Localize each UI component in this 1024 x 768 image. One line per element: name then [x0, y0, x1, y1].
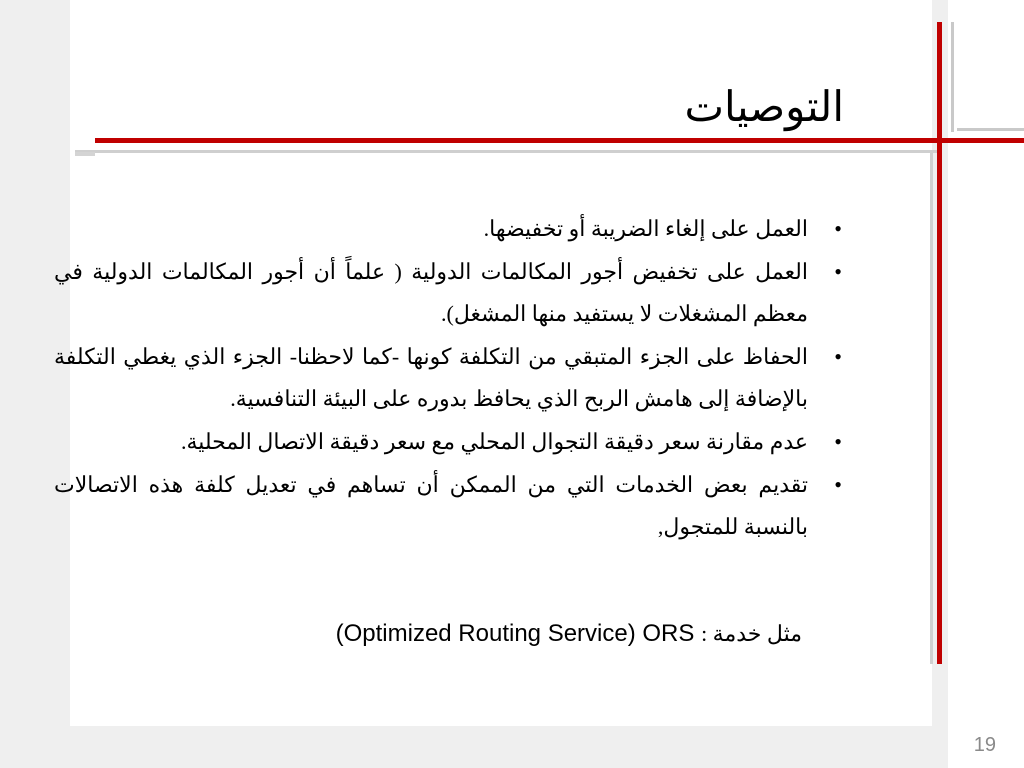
page-number: 19: [973, 734, 996, 756]
frame-line-red: [937, 22, 942, 664]
example-service-line: [336, 620, 802, 648]
list-item-text: عدم مقارنة سعر دقيقة التجوال المحلي مع سعر دقيقة الاتصال المحلية.: [180, 429, 808, 454]
bullet-list-container: [54, 208, 844, 549]
frame-line: [75, 152, 95, 156]
list-item-text: العمل على تخفيض أجور المكالمات الدولية ( علماً أن أجور المكالمات الدولية في معظم المشغلات لا يستفيد منها المشغل).: [54, 259, 808, 326]
example-prefix: مثل خدمة :: [701, 621, 802, 646]
bullet-icon: •: [834, 472, 842, 497]
bullet-icon: •: [834, 216, 842, 241]
slide-title: التوصيات: [684, 85, 844, 131]
title-underline-red: [95, 138, 1024, 143]
example-service-name: (Optimized Routing Service) ORS: [335, 620, 695, 647]
list-item: [54, 208, 844, 250]
list-item: [54, 336, 844, 420]
list-item-text: العمل على إلغاء الضريبة أو تخفيضها.: [483, 216, 808, 241]
list-item: [54, 251, 844, 335]
frame-line: [75, 150, 937, 153]
list-item-text: الحفاظ على الجزء المتبقي من التكلفة كونها -كما لاحظنا- الجزء الذي يغطي التكلفة بالإضافة إلى هامش الربح الذي يحافظ بدوره على البيئة التنافسية.: [54, 344, 808, 411]
bullet-icon: •: [834, 429, 842, 454]
bullet-icon: •: [834, 259, 842, 284]
frame-line: [957, 128, 1024, 131]
slide-side-panel: [948, 0, 1024, 768]
frame-line: [930, 150, 933, 664]
bullet-icon: •: [834, 344, 842, 369]
list-item-text: تقديم بعض الخدمات التي من الممكن أن تساهم في تعديل كلفة هذه الاتصالات بالنسبة للمتجول,: [54, 472, 808, 539]
frame-line: [951, 22, 954, 132]
bullet-list: [54, 208, 844, 548]
list-item: [54, 464, 844, 548]
list-item: [54, 421, 844, 463]
